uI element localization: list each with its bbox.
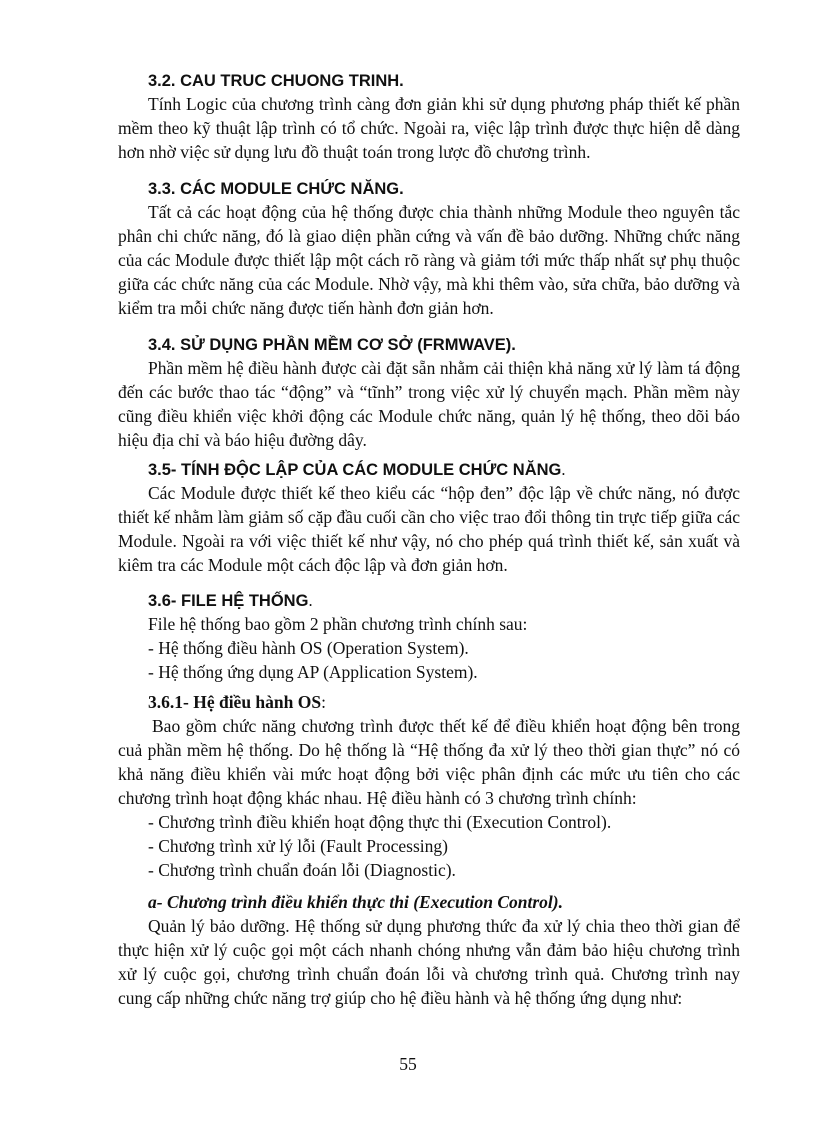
list-item: - Chương trình chuẩn đoán lỗi (Diagnostic).	[148, 860, 456, 880]
heading-3-6-1-colon: :	[321, 692, 326, 712]
paragraph-3-2: Tính Logic của chương trình càng đơn giản khi sử dụng phương pháp thiết kế phần mềm theo kỹ thuật lập trình có tổ chức. Ngoài ra, việc lập trình được thực hiện dễ dàng hơn nhờ việc sử dụng lưu đồ thuật toán trong lược đồ chương trình.	[118, 94, 740, 162]
heading-3-3: 3.3. CÁC MODULE CHỨC NĂNG.	[148, 180, 404, 198]
paragraph-3-4: Phần mềm hệ điều hành được cài đặt sẵn nhằm cải thiện khả năng xử lý làm tá động đến các bước thao tác “động” và “tĩnh” trong việc xử lý chuyển mạch. Phần mềm này cũng điều khiển việc khởi động các Module chức năng, quản lý hệ thống, theo dõi báo hiệu địa chỉ và báo hiệu đường dây.	[118, 358, 740, 450]
paragraph-3-6-1: Bao gồm chức năng chương trình được thết kế để điều khiển hoạt động bên trong cuả phần mềm hệ thống. Do hệ thống là “Hệ thống đa xử lý theo thời gian thực” nó có khả năng điều khiển vài mức hoạt động bởi việc phân định các mức ưu tiên cho các chương trình hoạt động khác nhau. Hệ điều hành có 3 chương trình chính:	[118, 716, 740, 808]
heading-3-4: 3.4. SỬ DỤNG PHẦN MỀM CƠ SỞ (FRMWAVE).	[148, 336, 516, 354]
paragraph-3-5: Các Module được thiết kế theo kiểu các “hộp đen” độc lập về chức năng, nó được thiết kế nhằm làm giảm số cặp đầu cuối cần cho việc trao đổi thông tin trực tiếp giữa các Module. Ngoài ra với việc thiết kế như vậy, nó cho phép quá trình thiết kế, sản xuất và kiêm tra các Module một cách độc lập và đơn giản hơn.	[118, 483, 740, 575]
paragraph-3-6-intro: File hệ thống bao gồm 2 phần chương trình chính sau:	[148, 614, 528, 634]
page-number: 55	[399, 1054, 417, 1074]
heading-3-2: 3.2. CAU TRUC CHUONG TRINH.	[148, 72, 404, 90]
page-content	[118, 64, 740, 1010]
heading-3-6-1	[118, 690, 740, 714]
list-item: - Chương trình điều khiển hoạt động thực thi (Execution Control).	[148, 812, 612, 832]
list-item: - Hệ thống ứng dụng AP (Application System).	[148, 662, 478, 682]
paragraph-3-3: Tất cả các hoạt động của hệ thống được chia thành những Module theo nguyên tắc phân chi chức năng, đó là giao diện phần cứng và vấn đề bảo dưỡng. Những chức năng của các Module được thiết lập một cách rõ ràng và giảm tới mức thấp nhất sự phụ thuộc giữa các chức năng của các Module. Nhờ vậy, mà khi thêm vào, sửa chữa, bảo dưỡng và kiểm tra mỗi chức năng được tiến hành đơn giản hơn.	[118, 202, 740, 318]
heading-3-6-text: 3.6- FILE HỆ THỐNG	[148, 592, 309, 610]
heading-3-5	[118, 459, 740, 481]
heading-3-6	[118, 590, 740, 612]
heading-execution-control: a- Chương trình điều khiển thực thi (Execution Control).	[148, 892, 563, 912]
paragraph-execution-control: Quản lý bảo dưỡng. Hệ thống sử dụng phương thức đa xử lý chia theo thời gian để thực hiện xử lý cuộc gọi một cách nhanh chóng nhưng vẫn đảm bảo hiệu chương trình xử lý cuộc gọi, chương trình chuẩn đoán lỗi và chương trình quả. Chương trình nay cung cấp những chức năng trợ giúp cho hệ điều hành và hệ thống ứng dụng như:	[118, 916, 740, 1008]
heading-3-6-1-text: 3.6.1- Hệ điều hành OS	[148, 692, 322, 712]
heading-3-5-text: 3.5- TÍNH ĐỘC LẬP CỦA CÁC MODULE CHỨC NĂNG	[148, 461, 562, 479]
list-item: - Chương trình xử lý lỗi (Fault Processing)	[148, 836, 448, 856]
list-item: - Hệ thống điều hành OS (Operation System).	[148, 638, 469, 658]
heading-3-6-period: .	[308, 591, 313, 610]
heading-3-5-period: .	[561, 460, 566, 479]
